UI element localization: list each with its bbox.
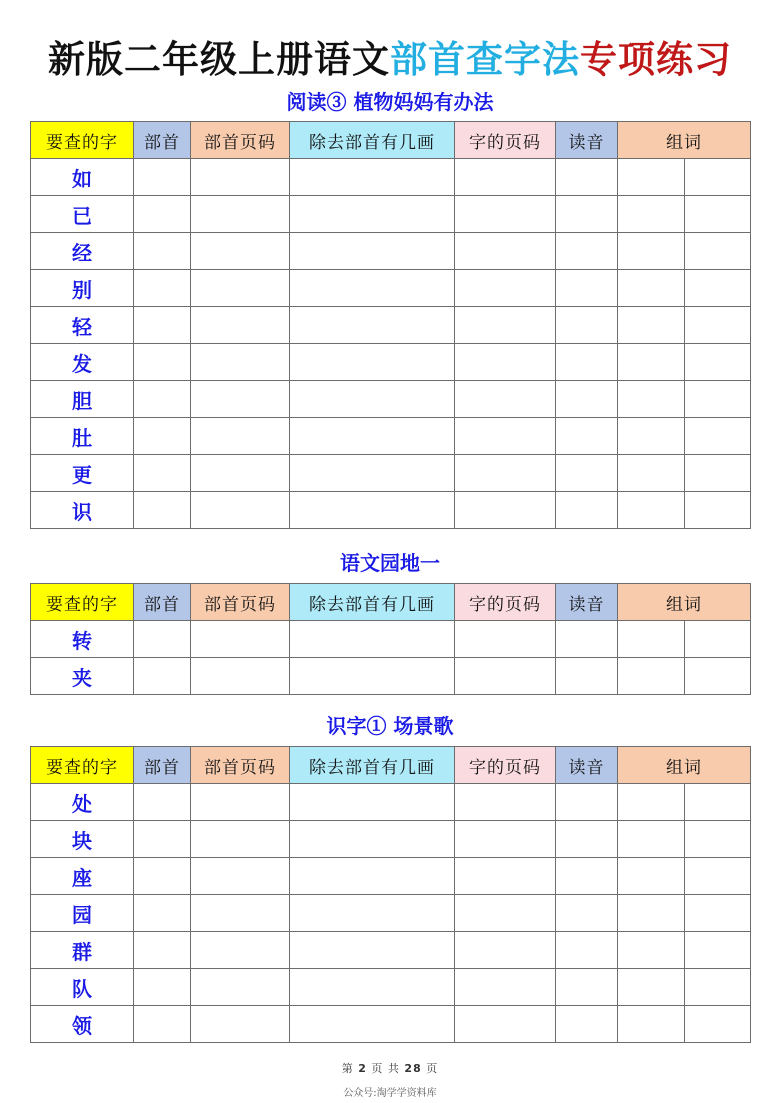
word-input-2[interactable] xyxy=(685,307,751,344)
radical-input[interactable] xyxy=(134,381,191,418)
reading-input[interactable] xyxy=(556,344,618,381)
table-row xyxy=(31,196,751,233)
char-cell: 处 xyxy=(31,784,134,821)
radical-page-input[interactable] xyxy=(191,381,290,418)
header-strokes: 除去部首有几画 xyxy=(290,584,455,621)
word-input-2[interactable] xyxy=(685,858,751,895)
table-row xyxy=(31,784,751,821)
header-strokes: 除去部首有几画 xyxy=(290,747,455,784)
section-title-1: 阅读③ 植物妈妈有办法 xyxy=(286,90,494,114)
radical-input[interactable] xyxy=(134,492,191,529)
char-cell: 队 xyxy=(31,969,134,1006)
reading-input[interactable] xyxy=(556,196,618,233)
header-radical-page: 部首页码 xyxy=(191,584,290,621)
radical-page-input[interactable] xyxy=(191,1006,290,1043)
radical-page-input[interactable] xyxy=(191,455,290,492)
strokes-input[interactable] xyxy=(290,858,455,895)
strokes-input[interactable] xyxy=(290,821,455,858)
radical-page-input[interactable] xyxy=(191,969,290,1006)
word-input-2[interactable] xyxy=(685,381,751,418)
table-row xyxy=(31,1006,751,1043)
header-radical: 部首 xyxy=(134,122,191,159)
word-input-1[interactable] xyxy=(618,932,685,969)
char-page-input[interactable] xyxy=(455,418,556,455)
radical-page-input[interactable] xyxy=(191,418,290,455)
char-cell: 座 xyxy=(31,858,134,895)
header-char-page: 字的页码 xyxy=(455,584,556,621)
radical-page-input[interactable] xyxy=(191,159,290,196)
char-page-input[interactable] xyxy=(455,821,556,858)
word-input-2[interactable] xyxy=(685,621,751,658)
table-row xyxy=(31,233,751,270)
table-row xyxy=(31,932,751,969)
word-input-2[interactable] xyxy=(685,233,751,270)
strokes-input[interactable] xyxy=(290,895,455,932)
header-reading: 读音 xyxy=(556,584,618,621)
reading-input[interactable] xyxy=(556,969,618,1006)
word-input-2[interactable] xyxy=(685,969,751,1006)
char-cell: 肚 xyxy=(31,418,134,455)
char-cell: 夹 xyxy=(31,658,134,695)
table-row xyxy=(31,895,751,932)
page-title xyxy=(0,34,780,84)
char-cell: 更 xyxy=(31,455,134,492)
radical-input[interactable] xyxy=(134,784,191,821)
radical-page-input[interactable] xyxy=(191,270,290,307)
word-input-1[interactable] xyxy=(618,381,685,418)
table-row xyxy=(31,969,751,1006)
reading-input[interactable] xyxy=(556,233,618,270)
word-input-1[interactable] xyxy=(618,658,685,695)
radical-input[interactable] xyxy=(134,1006,191,1043)
radical-input[interactable] xyxy=(134,858,191,895)
radical-input[interactable] xyxy=(134,344,191,381)
radical-page-input[interactable] xyxy=(191,932,290,969)
char-page-input[interactable] xyxy=(455,658,556,695)
table-row xyxy=(31,270,751,307)
radical-page-input[interactable] xyxy=(191,233,290,270)
char-cell: 块 xyxy=(31,821,134,858)
reading-input[interactable] xyxy=(556,492,618,529)
char-page-input[interactable] xyxy=(455,233,556,270)
radical-page-input[interactable] xyxy=(191,658,290,695)
char-cell: 经 xyxy=(31,233,134,270)
reading-input[interactable] xyxy=(556,381,618,418)
page-total: 28 xyxy=(404,1062,422,1075)
reading-input[interactable] xyxy=(556,895,618,932)
reading-input[interactable] xyxy=(556,270,618,307)
strokes-input[interactable] xyxy=(290,381,455,418)
word-input-1[interactable] xyxy=(618,455,685,492)
radical-page-input[interactable] xyxy=(191,196,290,233)
word-input-1[interactable] xyxy=(618,307,685,344)
reading-input[interactable] xyxy=(556,159,618,196)
word-input-2[interactable] xyxy=(685,159,751,196)
header-words: 组词 xyxy=(618,747,751,784)
radical-input[interactable] xyxy=(134,196,191,233)
radical-page-input[interactable] xyxy=(191,895,290,932)
strokes-input[interactable] xyxy=(290,658,455,695)
strokes-input[interactable] xyxy=(290,307,455,344)
char-page-input[interactable] xyxy=(455,1006,556,1043)
exercise-table-3 xyxy=(30,746,751,1043)
section-title-3: 识字① 场景歌 xyxy=(326,714,454,738)
char-cell: 发 xyxy=(31,344,134,381)
radical-input[interactable] xyxy=(134,159,191,196)
page-number xyxy=(0,1060,780,1076)
exercise-table-2 xyxy=(30,583,751,695)
reading-input[interactable] xyxy=(556,418,618,455)
char-page-input[interactable] xyxy=(455,621,556,658)
table-row xyxy=(31,492,751,529)
page-suffix: 页 xyxy=(426,1062,439,1075)
word-input-2[interactable] xyxy=(685,344,751,381)
word-input-1[interactable] xyxy=(618,418,685,455)
header-char: 要查的字 xyxy=(31,122,134,159)
strokes-input[interactable] xyxy=(290,621,455,658)
title-part-grade: 新版二年级上册语文 xyxy=(48,37,390,81)
word-input-2[interactable] xyxy=(685,658,751,695)
title-part-practice: 专项练习 xyxy=(580,37,732,81)
reading-input[interactable] xyxy=(556,307,618,344)
header-char: 要查的字 xyxy=(31,584,134,621)
page-mid: 页 共 xyxy=(371,1062,400,1075)
header-strokes: 除去部首有几画 xyxy=(290,122,455,159)
radical-page-input[interactable] xyxy=(191,492,290,529)
char-page-input[interactable] xyxy=(455,307,556,344)
char-page-input[interactable] xyxy=(455,895,556,932)
section-title-2: 语文园地一 xyxy=(340,551,440,575)
word-input-1[interactable] xyxy=(618,270,685,307)
header-radical: 部首 xyxy=(134,747,191,784)
char-cell: 识 xyxy=(31,492,134,529)
word-input-2[interactable] xyxy=(685,270,751,307)
table-header-row xyxy=(31,584,751,621)
strokes-input[interactable] xyxy=(290,196,455,233)
word-input-2[interactable] xyxy=(685,1006,751,1043)
word-input-2[interactable] xyxy=(685,821,751,858)
word-input-1[interactable] xyxy=(618,233,685,270)
reading-input[interactable] xyxy=(556,932,618,969)
char-page-input[interactable] xyxy=(455,492,556,529)
strokes-input[interactable] xyxy=(290,344,455,381)
word-input-1[interactable] xyxy=(618,492,685,529)
strokes-input[interactable] xyxy=(290,270,455,307)
radical-input[interactable] xyxy=(134,418,191,455)
char-cell: 领 xyxy=(31,1006,134,1043)
radical-input[interactable] xyxy=(134,270,191,307)
radical-input[interactable] xyxy=(134,658,191,695)
word-input-1[interactable] xyxy=(618,969,685,1006)
reading-input[interactable] xyxy=(556,858,618,895)
radical-input[interactable] xyxy=(134,895,191,932)
word-input-2[interactable] xyxy=(685,784,751,821)
word-input-1[interactable] xyxy=(618,821,685,858)
table-header-row xyxy=(31,747,751,784)
strokes-input[interactable] xyxy=(290,455,455,492)
strokes-input[interactable] xyxy=(290,1006,455,1043)
char-page-input[interactable] xyxy=(455,381,556,418)
word-input-2[interactable] xyxy=(685,932,751,969)
char-page-input[interactable] xyxy=(455,270,556,307)
radical-input[interactable] xyxy=(134,307,191,344)
radical-page-input[interactable] xyxy=(191,307,290,344)
title-part-method: 部首查字法 xyxy=(390,37,580,81)
char-cell: 群 xyxy=(31,932,134,969)
strokes-input[interactable] xyxy=(290,969,455,1006)
table-row xyxy=(31,307,751,344)
word-input-1[interactable] xyxy=(618,621,685,658)
char-page-input[interactable] xyxy=(455,932,556,969)
char-cell: 别 xyxy=(31,270,134,307)
table-row xyxy=(31,821,751,858)
reading-input[interactable] xyxy=(556,1006,618,1043)
char-page-input[interactable] xyxy=(455,858,556,895)
char-page-input[interactable] xyxy=(455,159,556,196)
header-reading: 读音 xyxy=(556,747,618,784)
reading-input[interactable] xyxy=(556,658,618,695)
reading-input[interactable] xyxy=(556,821,618,858)
exercise-table-1 xyxy=(30,121,751,529)
table-row xyxy=(31,455,751,492)
header-words: 组词 xyxy=(618,584,751,621)
radical-page-input[interactable] xyxy=(191,821,290,858)
header-radical-page: 部首页码 xyxy=(191,747,290,784)
radical-page-input[interactable] xyxy=(191,621,290,658)
header-char-page: 字的页码 xyxy=(455,122,556,159)
char-cell: 轻 xyxy=(31,307,134,344)
reading-input[interactable] xyxy=(556,784,618,821)
word-input-1[interactable] xyxy=(618,784,685,821)
radical-page-input[interactable] xyxy=(191,784,290,821)
radical-input[interactable] xyxy=(134,969,191,1006)
strokes-input[interactable] xyxy=(290,233,455,270)
strokes-input[interactable] xyxy=(290,492,455,529)
radical-input[interactable] xyxy=(134,621,191,658)
table-row xyxy=(31,381,751,418)
radical-input[interactable] xyxy=(134,821,191,858)
radical-input[interactable] xyxy=(134,932,191,969)
word-input-2[interactable] xyxy=(685,418,751,455)
strokes-input[interactable] xyxy=(290,784,455,821)
char-cell: 胆 xyxy=(31,381,134,418)
word-input-1[interactable] xyxy=(618,344,685,381)
char-page-input[interactable] xyxy=(455,455,556,492)
radical-page-input[interactable] xyxy=(191,344,290,381)
word-input-2[interactable] xyxy=(685,455,751,492)
table-header-row xyxy=(31,122,751,159)
table-row xyxy=(31,621,751,658)
table-row xyxy=(31,658,751,695)
char-cell: 园 xyxy=(31,895,134,932)
word-input-2[interactable] xyxy=(685,895,751,932)
word-input-1[interactable] xyxy=(618,159,685,196)
char-cell: 已 xyxy=(31,196,134,233)
char-cell: 如 xyxy=(31,159,134,196)
word-input-1[interactable] xyxy=(618,1006,685,1043)
char-page-input[interactable] xyxy=(455,969,556,1006)
table-row xyxy=(31,159,751,196)
word-input-2[interactable] xyxy=(685,196,751,233)
word-input-1[interactable] xyxy=(618,858,685,895)
word-input-2[interactable] xyxy=(685,492,751,529)
char-page-input[interactable] xyxy=(455,344,556,381)
char-page-input[interactable] xyxy=(455,784,556,821)
header-char: 要查的字 xyxy=(31,747,134,784)
char-cell: 转 xyxy=(31,621,134,658)
reading-input[interactable] xyxy=(556,455,618,492)
word-input-1[interactable] xyxy=(618,895,685,932)
strokes-input[interactable] xyxy=(290,932,455,969)
table-row xyxy=(31,858,751,895)
char-page-input[interactable] xyxy=(455,196,556,233)
strokes-input[interactable] xyxy=(290,159,455,196)
header-reading: 读音 xyxy=(556,122,618,159)
header-radical-page: 部首页码 xyxy=(191,122,290,159)
radical-page-input[interactable] xyxy=(191,858,290,895)
radical-input[interactable] xyxy=(134,455,191,492)
header-radical: 部首 xyxy=(134,584,191,621)
radical-input[interactable] xyxy=(134,233,191,270)
table-row xyxy=(31,344,751,381)
page-prefix: 第 xyxy=(341,1062,354,1075)
page-current: 2 xyxy=(358,1062,367,1075)
strokes-input[interactable] xyxy=(290,418,455,455)
header-words: 组词 xyxy=(618,122,751,159)
footer-note: 公众号:淘学学资料库 xyxy=(343,1088,437,1099)
table-row xyxy=(31,418,751,455)
word-input-1[interactable] xyxy=(618,196,685,233)
reading-input[interactable] xyxy=(556,621,618,658)
header-char-page: 字的页码 xyxy=(455,747,556,784)
